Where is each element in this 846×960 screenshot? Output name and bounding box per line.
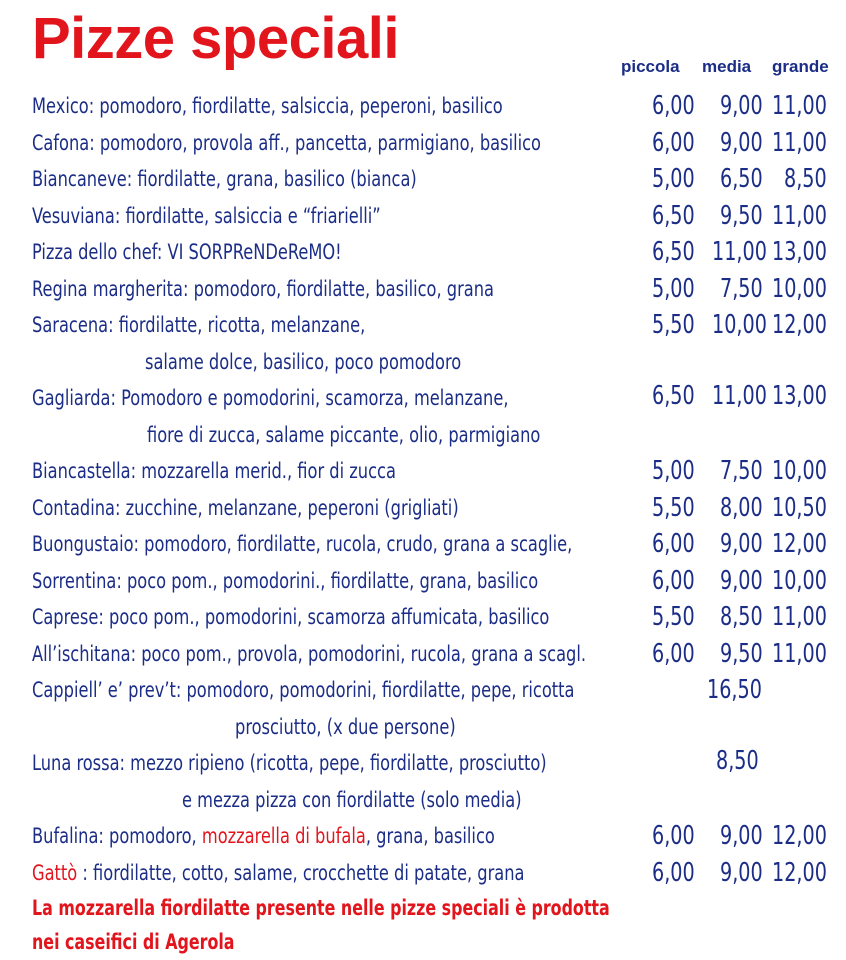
price-media: 8,50 (720, 602, 763, 632)
price-grande: 13,00 (772, 381, 827, 411)
price-single: 8,50 (716, 746, 759, 776)
menu-item-description: Caprese: poco pom., pomodorini, scamorza affumicata, basilico (32, 605, 550, 629)
price-piccola: 6,00 (652, 529, 695, 559)
price-media: 9,50 (720, 638, 763, 669)
mozzarella-note-line-1 (32, 891, 846, 925)
menu-item-description: Sorrentina: poco pom., pomodorini., fiordilatte, grana, basilico (32, 568, 539, 593)
menu-item-mexico (32, 88, 846, 125)
price-media: 7,50 (720, 456, 763, 486)
price-grande: 11,00 (772, 91, 827, 121)
price-piccola: 6,50 (652, 237, 695, 267)
price-piccola: 5,00 (652, 164, 695, 194)
menu-item-sorrentina (32, 563, 846, 600)
price-piccola: 6,00 (652, 638, 695, 669)
menu-item-description: Regina margherita: pomodoro, fiordilatte, basilico, grana (32, 276, 495, 301)
menu-item-regina-margherita (32, 271, 846, 308)
menu-item-description: Cappiell’ e’ prev’t: pomodoro, pomodorini, fiordilatte, pepe, ricotta (32, 678, 575, 702)
price-media: 9,00 (720, 857, 763, 888)
menu-item-description (32, 855, 524, 892)
column-header-piccola: piccola (621, 57, 680, 76)
price-grande: 11,00 (772, 127, 827, 158)
menu-item-description: Luna rossa: mezzo ripieno (ricotta, pepe, fiordilatte, prosciutto) (32, 751, 547, 775)
menu-item-cafona (32, 125, 846, 162)
menu-item-description-continued: fiore di zucca, salame piccante, olio, parmigiano (147, 422, 541, 447)
note-text: La mozzarella fiordilatte presente nelle pizze speciali è prodotta (32, 896, 610, 920)
price-media: 9,00 (720, 821, 763, 851)
menu-item-description: Pizza dello chef: VI SORPReNDeReMO! (32, 240, 342, 264)
price-media: 11,00 (712, 237, 767, 267)
column-header-media: media (702, 57, 752, 76)
menu-item-buongustaio (32, 526, 846, 563)
price-grande: 10,00 (772, 456, 827, 486)
price-piccola: 6,00 (652, 127, 695, 158)
menu-item-cappiell-e-prevt-continued (32, 709, 846, 746)
price-media: 11,00 (712, 381, 767, 411)
price-grande: 12,00 (772, 821, 827, 851)
menu-item-description: Gagliarda: Pomodoro e pomodorini, scamorza, melanzane, (32, 386, 509, 410)
price-grande: 10,00 (772, 565, 827, 596)
price-piccola: 5,50 (652, 310, 695, 340)
price-grande: 12,00 (772, 529, 827, 559)
price-piccola: 6,00 (652, 91, 695, 121)
price-grande: 10,50 (772, 492, 827, 523)
menu-item-description: Vesuviana: fiordilatte, salsiccia e “friarielli” (32, 203, 381, 228)
description-text: : fiordilatte, cotto, salame, crocchette di patate, grana (77, 860, 525, 885)
price-piccola: 5,00 (652, 456, 695, 486)
price-piccola: 5,50 (652, 492, 695, 523)
menu-item-saracena (32, 307, 846, 344)
menu-item-description: Biancastella: mozzarella merid., fior di zucca (32, 459, 396, 483)
price-media: 9,00 (720, 565, 763, 596)
menu-item-description: All’ischitana: poco pom., provola, pomodorini, rucola, grana a scagl. (32, 641, 587, 666)
price-media: 9,00 (720, 91, 763, 121)
note-text: nei caseifici di Agerola (32, 930, 235, 954)
menu-item-luna-rossa (32, 745, 846, 818)
menu-item-biancastella (32, 453, 846, 490)
price-piccola: 5,50 (652, 602, 695, 632)
menu-item-all-ischitana (32, 636, 846, 673)
menu-item-bufalina (32, 818, 846, 855)
price-grande: 11,00 (772, 638, 827, 669)
menu-item-description-continued: e mezza pizza con fiordilatte (solo media) (182, 787, 522, 812)
price-media: 7,50 (720, 273, 763, 304)
price-piccola: 6,00 (652, 821, 695, 851)
menu-item-description: Biancaneve: fiordilatte, grana, basilico (bianca) (32, 167, 417, 191)
price-media: 10,00 (712, 310, 767, 340)
menu-item-saracena-continued (32, 344, 846, 381)
price-piccola: 6,50 (652, 200, 695, 231)
price-grande: 10,00 (772, 273, 827, 304)
pizza-menu-list (32, 88, 846, 959)
menu-item-vesuviana (32, 198, 846, 235)
price-media: 8,00 (720, 492, 763, 523)
price-grande: 11,00 (772, 200, 827, 231)
menu-item-description-continued: salame dolce, basilico, poco pomodoro (145, 349, 462, 374)
mozzarella-note-line-2 (32, 925, 846, 959)
price-grande: 11,00 (772, 602, 827, 632)
menu-item-description-continued: prosciutto, (x due persone) (235, 714, 456, 739)
highlight-mozzarella-di-bufala: mozzarella di bufala (201, 824, 366, 848)
price-piccola: 6,50 (652, 381, 695, 411)
price-grande: 12,00 (772, 310, 827, 340)
menu-item-gagliarda (32, 380, 846, 453)
price-media: 6,50 (720, 164, 763, 194)
menu-item-gatto (32, 855, 846, 892)
price-single: 16,50 (707, 675, 762, 705)
menu-item-contadina (32, 490, 846, 527)
price-piccola: 6,00 (652, 857, 695, 888)
price-piccola: 6,00 (652, 565, 695, 596)
menu-item-description: Cafona: pomodoro, provola aff., pancetta, parmigiano, basilico (32, 130, 541, 155)
price-media: 9,00 (720, 127, 763, 158)
menu-item-description (32, 818, 495, 855)
price-media: 9,00 (720, 529, 763, 559)
price-grande: 13,00 (772, 237, 827, 267)
column-header-grande: grande (772, 57, 829, 76)
menu-item-description: Buongustaio: pomodoro, fiordilatte, rucola, crudo, grana a scaglie, (32, 532, 573, 556)
price-grande: 8,50 (784, 164, 827, 194)
description-text: , grana, basilico (365, 824, 495, 848)
menu-item-description: Mexico: pomodoro, fiordilatte, salsiccia, peperoni, basilico (32, 94, 503, 118)
page-title: Pizze speciali (32, 6, 399, 71)
description-text: Bufalina: pomodoro, (32, 824, 202, 848)
price-grande: 12,00 (772, 857, 827, 888)
highlight-gatto: Gattò (32, 860, 78, 885)
menu-item-biancaneve (32, 161, 846, 198)
price-media: 9,50 (720, 200, 763, 231)
menu-item-cappiell-e-prevt (32, 672, 846, 709)
menu-item-pizza-dello-chef (32, 234, 846, 271)
menu-item-description: Saracena: fiordilatte, ricotta, melanzane, (32, 313, 366, 337)
price-piccola: 5,00 (652, 273, 695, 304)
menu-item-description: Contadina: zucchine, melanzane, peperoni (grigliati) (32, 495, 459, 520)
menu-item-caprese (32, 599, 846, 636)
